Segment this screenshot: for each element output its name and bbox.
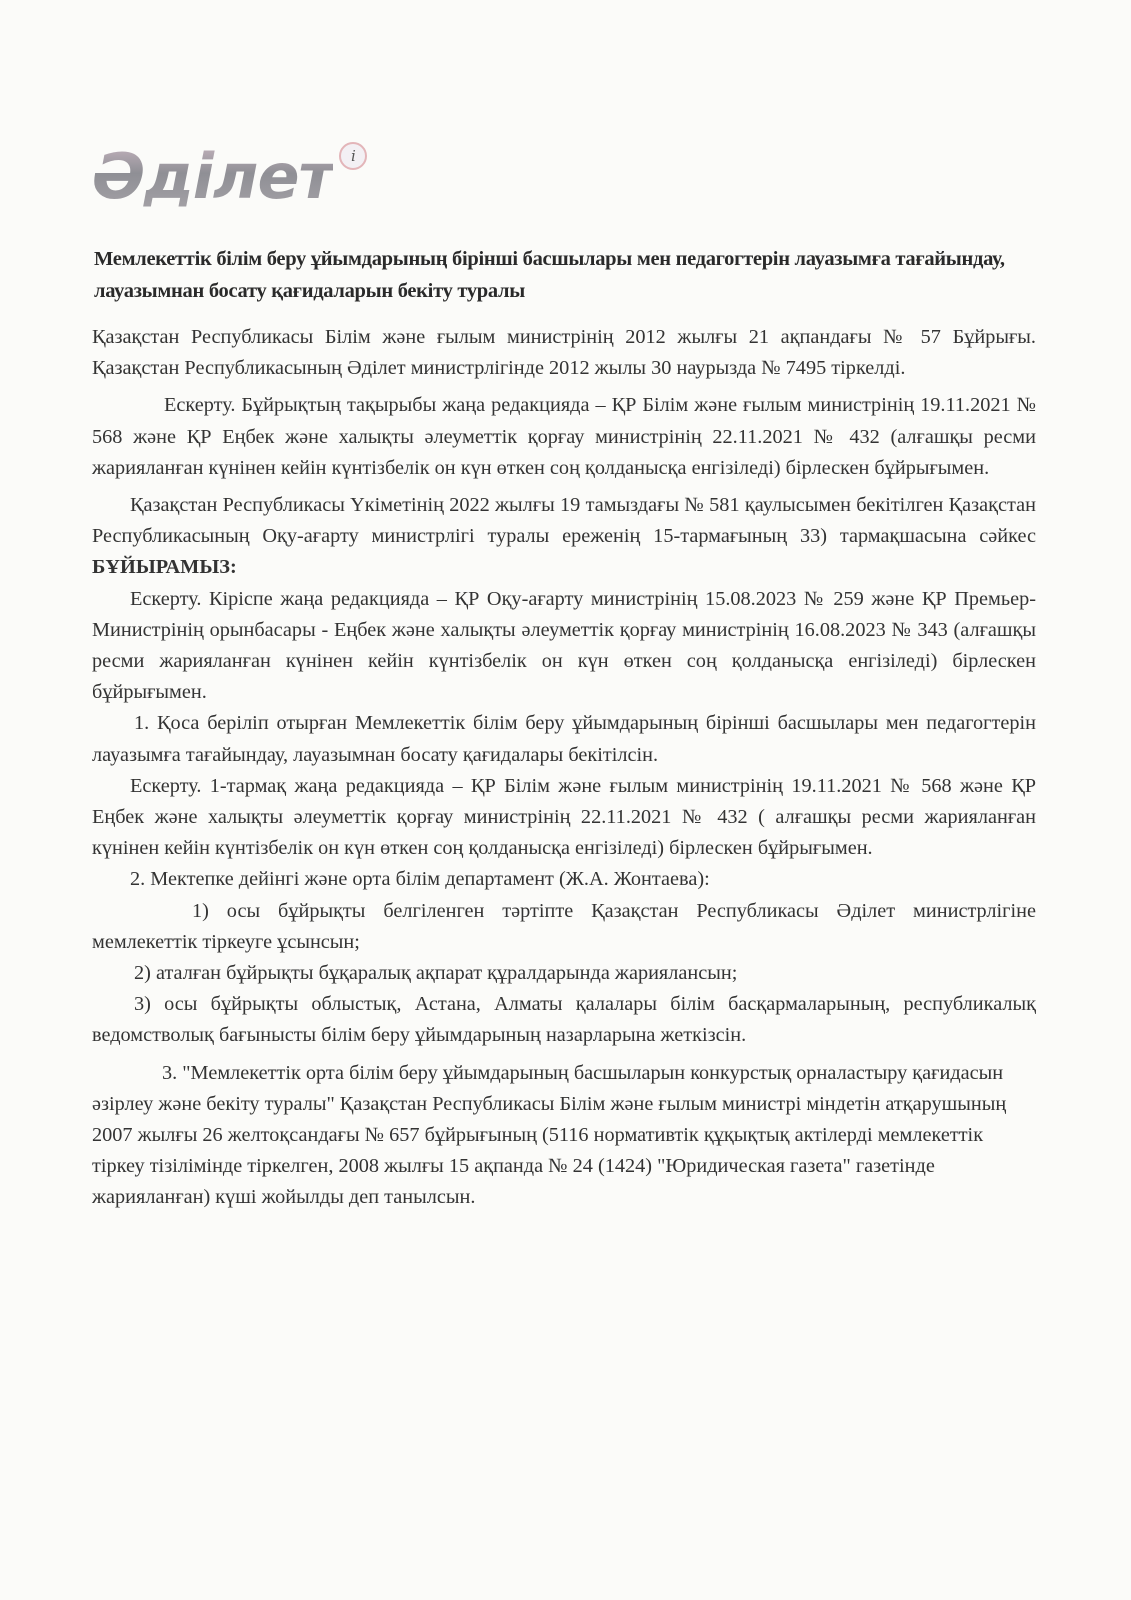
item-2-3-paragraph: 3) осы бұйрықты облыстық, Астана, Алматы қалалары білім басқармаларының, республикалық ведомстволық бағынысты білім беру ұйымдарының назарларына жеткізсін. xyxy=(92,993,1036,1047)
note-item-1-paragraph: Ескерту. 1-тармақ жаңа редакцияда – ҚР Білім және ғылым министрінің 19.11.2021 № 568 және ҚР Еңбек және халықты әлеуметтік қорғау министрінің 22.11.2021 № 432 ( алғашқы ресми жарияланған күнінен кейін күнтізбелік он күн өткен соң қолданысқа енгізіледі) бірлескен бұйрығымен. xyxy=(92,774,1036,860)
item-1-paragraph: 1. Қоса беріліп отырған Мемлекеттік білім беру ұйымдарының бірінші басшылары мен педагогтерін лауазымға тағайындау, лауазымнан босату қағидалары бекітілсін. xyxy=(92,712,1036,766)
item-2-paragraph: 2. Мектепке дейінгі және орта білім департамент (Ж.А. Жонтаева): xyxy=(130,868,710,891)
info-icon: i xyxy=(339,142,367,170)
item-2-1-paragraph: 1) осы бұйрықты белгіленген тәртіпте Қазақстан Республикасы Әділет министрлігіне мемлекеттік тіркеуге ұсынсын; xyxy=(92,899,1036,953)
document-body xyxy=(92,322,1036,1214)
intro-paragraph: Қазақстан Республикасы Білім және ғылым министрінің 2012 жылғы 21 ақпандағы № 57 Бұйрығы. Қазақстан Республикасының Әділет министрлігінде 2012 жылы 30 наурызда № 7495 тіркелді. xyxy=(92,326,1036,380)
note-title-paragraph: Ескерту. Бұйрықтың тақырыбы жаңа редакцияда – ҚР Білім және ғылым министрінің 19.11.2021 № 568 және ҚР Еңбек және халықты әлеуметтік қорғау министрінің 22.11.2021 № 432 (алғашқы ресми жарияланған күнінен кейін күнтізбелік он күн өткен соң қолданысқа енгізіледі) бірлескен бұйрығымен. xyxy=(92,394,1036,479)
logo-row xyxy=(92,140,367,220)
adilet-logo: Әділет xyxy=(92,140,334,213)
item-3-paragraph: 3. "Мемлекеттік орта білім беру ұйымдарының басшыларын конкурстық орналастыру қағидасын әзірлеу және бекіту туралы" Қазақстан Республикасы Білім және ғылым министрі міндетін атқарушының 2007 жылғы 26 желтоқсандағы № 657 бұйрығының (5116 нормативтік құқықтық актілерді мемлекеттік тіркеу тізілімінде тіркелген, 2008 жылғы 15 ақпанда № 24 (1424) "Юридическая газета" газетінде жарияланған) күші жойылды деп танылсын. xyxy=(92,1061,1007,1209)
item-2-2-paragraph: 2) аталған бұйрықты бұқаралық ақпарат құралдарында жариялансын; xyxy=(134,962,738,985)
note-preamble-paragraph: Ескерту. Кіріспе жаңа редакцияда – ҚР Оқу-ағарту министрінің 15.08.2023 № 259 және ҚР Премьер-Министрінің орынбасары - Еңбек және халықты әлеуметтік қорғау министрінің 16.08.2023 № 343 (алғашқы ресми жарияланған күнінен кейін күнтізбелік он күн өткен соң қолданысқа енгізіледі) бірлескен бұйрығымен. xyxy=(92,587,1036,704)
preamble-order-word: БҰЙЫРАМЫЗ: xyxy=(92,556,237,579)
preamble-text: Қазақстан Республикасы Үкіметінің 2022 жылғы 19 тамыздағы № 581 қаулысымен бекітілген Қазақстан Республикасының Оқу-ағарту министрлігі туралы ереженің 15-тармағының 33) тармақшасына сәйкес xyxy=(92,494,1036,548)
preamble-paragraph xyxy=(92,490,1036,584)
document-title: Мемлекеттік білім беру ұйымдарының бірінші басшылары мен педагогтерін лауазымға тағайындау, лауазымнан босату қағидаларын бекіту туралы xyxy=(94,248,1005,302)
